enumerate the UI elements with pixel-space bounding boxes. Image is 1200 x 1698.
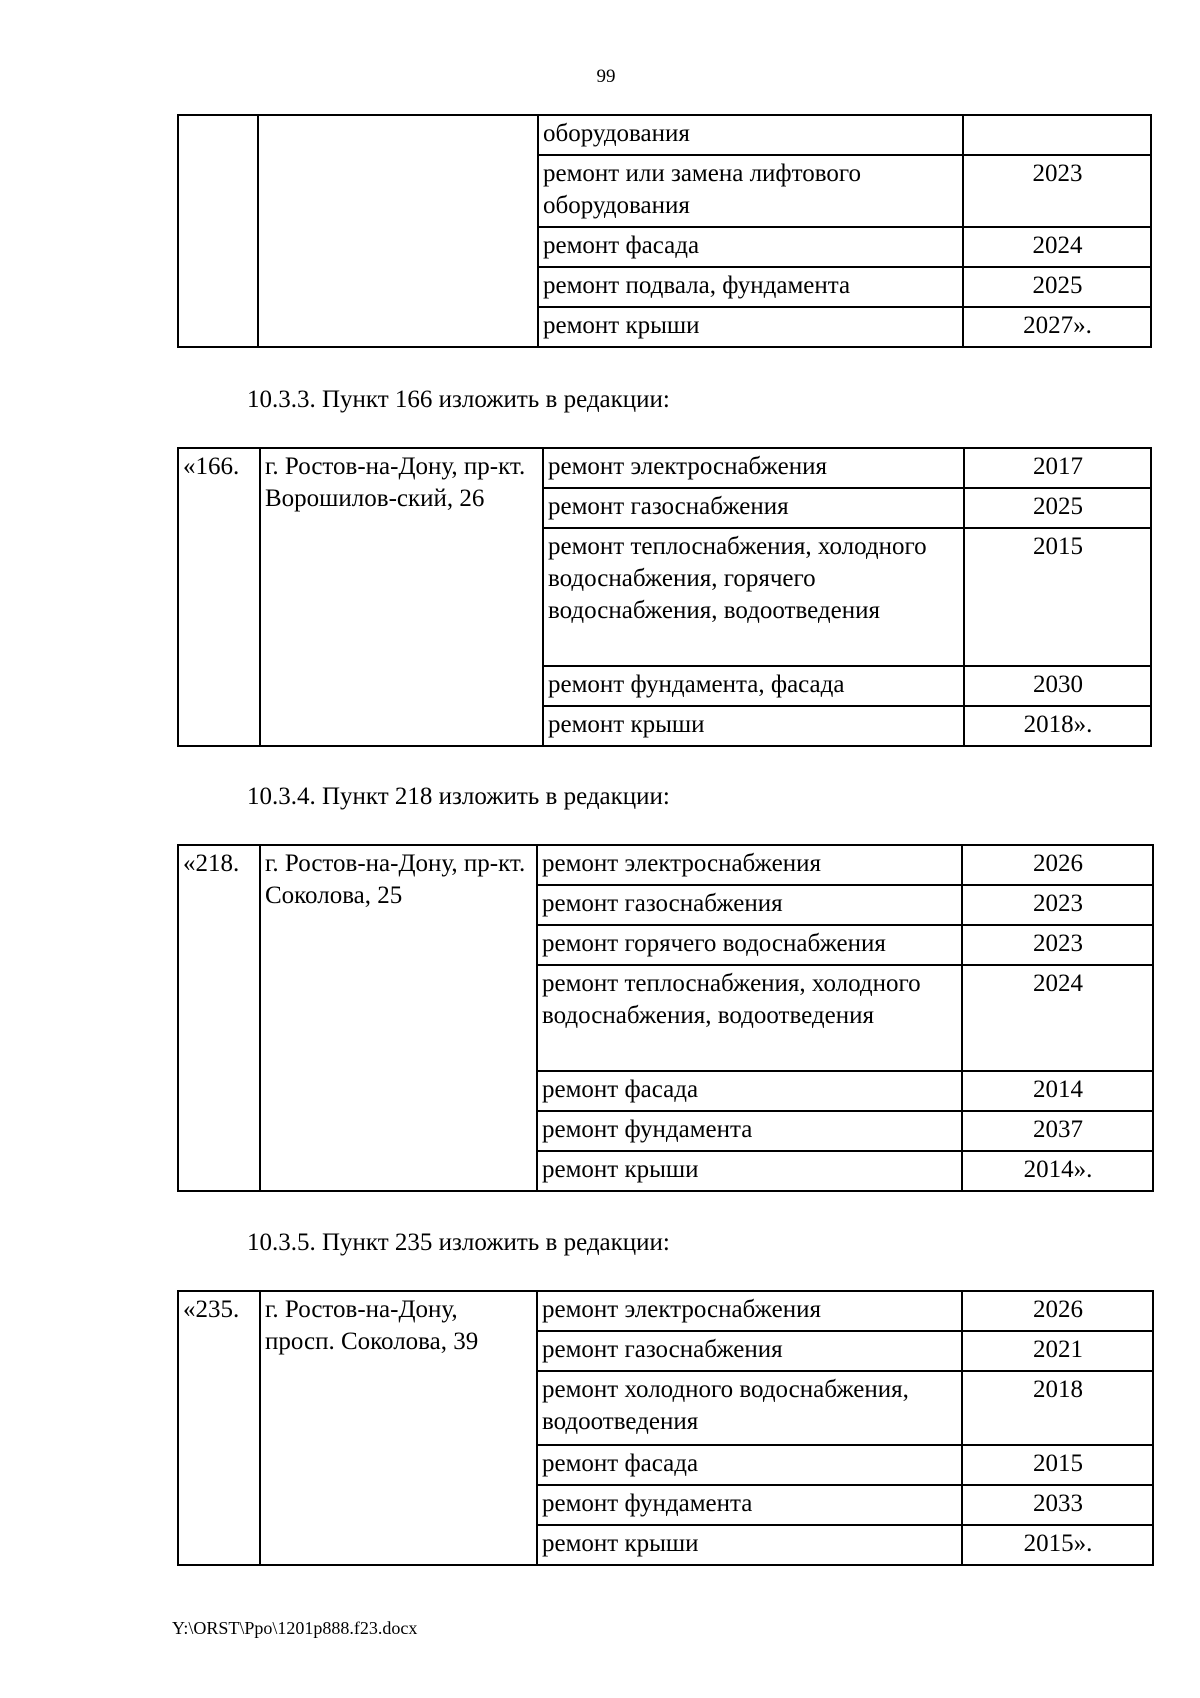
item-address: г. Ростов-на-Дону, пр-кт. Ворошилов-ский, 26: [260, 448, 543, 746]
work-cell: ремонт фасада: [537, 1445, 962, 1485]
year-cell: 2018».: [964, 706, 1151, 746]
work-cell: ремонт крыши: [538, 307, 963, 347]
item-number: «235.: [178, 1291, 260, 1565]
table-row: [178, 1291, 1153, 1331]
year-cell: 2014: [962, 1071, 1153, 1111]
year-cell: 2030: [964, 666, 1151, 706]
work-cell: ремонт крыши: [543, 706, 964, 746]
number-cell: [178, 115, 258, 347]
work-cell: ремонт крыши: [537, 1525, 962, 1565]
footer-file-path: Y:\ORST\Ppo\1201p888.f23.docx: [172, 1618, 418, 1638]
work-cell: ремонт подвала, фундамента: [538, 267, 963, 307]
year-cell: 2023: [962, 925, 1153, 965]
work-cell: ремонт электроснабжения: [537, 1291, 962, 1331]
work-cell: оборудования: [538, 115, 963, 155]
item-number: «166.: [178, 448, 260, 746]
item-address: г. Ростов-на-Дону, пр-кт. Соколова, 25: [260, 845, 537, 1191]
work-cell: ремонт фасада: [538, 227, 963, 267]
year-cell: 2026: [962, 1291, 1153, 1331]
page-number: 99: [596, 66, 616, 87]
item-address: г. Ростов-на-Дону, просп. Соколова, 39: [260, 1291, 537, 1565]
year-cell: 2027».: [963, 307, 1151, 347]
work-cell: ремонт фундамента: [537, 1111, 962, 1151]
year-cell: 2015: [962, 1445, 1153, 1485]
work-cell: ремонт фасада: [537, 1071, 962, 1111]
work-cell: ремонт теплоснабжения, холодного водоснабжения, горячего водоснабжения, водоотведения: [543, 528, 964, 666]
address-cell: [258, 115, 538, 347]
section-heading-166: 10.3.3. Пункт 166 изложить в редакции:: [247, 386, 670, 413]
table-row: [178, 845, 1153, 885]
work-cell: ремонт газоснабжения: [543, 488, 964, 528]
year-cell: 2015: [964, 528, 1151, 666]
table-row: [178, 448, 1151, 488]
work-cell: ремонт фундамента, фасада: [543, 666, 964, 706]
year-cell: 2024: [963, 227, 1151, 267]
year-cell: 2023: [963, 155, 1151, 227]
year-cell: 2023: [962, 885, 1153, 925]
table-continued: [177, 114, 1152, 348]
work-cell: ремонт газоснабжения: [537, 1331, 962, 1371]
work-cell: ремонт теплоснабжения, холодного водоснабжения, водоотведения: [537, 965, 962, 1071]
table-item-235: [177, 1290, 1154, 1566]
work-cell: ремонт фундамента: [537, 1485, 962, 1525]
year-cell: 2033: [962, 1485, 1153, 1525]
section-heading-235: 10.3.5. Пункт 235 изложить в редакции:: [247, 1229, 670, 1256]
year-cell: 2018: [962, 1371, 1153, 1445]
section-heading-218: 10.3.4. Пункт 218 изложить в редакции:: [247, 783, 670, 810]
year-cell: 2037: [962, 1111, 1153, 1151]
work-cell: ремонт горячего водоснабжения: [537, 925, 962, 965]
year-cell: 2025: [964, 488, 1151, 528]
year-cell: 2017: [964, 448, 1151, 488]
year-cell: 2025: [963, 267, 1151, 307]
year-cell: 2024: [962, 965, 1153, 1071]
work-cell: ремонт крыши: [537, 1151, 962, 1191]
year-cell: 2021: [962, 1331, 1153, 1371]
item-number: «218.: [178, 845, 260, 1191]
table-item-166: [177, 447, 1152, 747]
work-cell: ремонт газоснабжения: [537, 885, 962, 925]
year-cell: 2026: [962, 845, 1153, 885]
year-cell: 2014».: [962, 1151, 1153, 1191]
table-row: [178, 115, 1151, 155]
work-cell: ремонт электроснабжения: [543, 448, 964, 488]
table-item-218: [177, 844, 1154, 1192]
year-cell: 2015».: [962, 1525, 1153, 1565]
work-cell: ремонт холодного водоснабжения, водоотведения: [537, 1371, 962, 1445]
work-cell: ремонт или замена лифтового оборудования: [538, 155, 963, 227]
work-cell: ремонт электроснабжения: [537, 845, 962, 885]
year-cell: [963, 115, 1151, 155]
